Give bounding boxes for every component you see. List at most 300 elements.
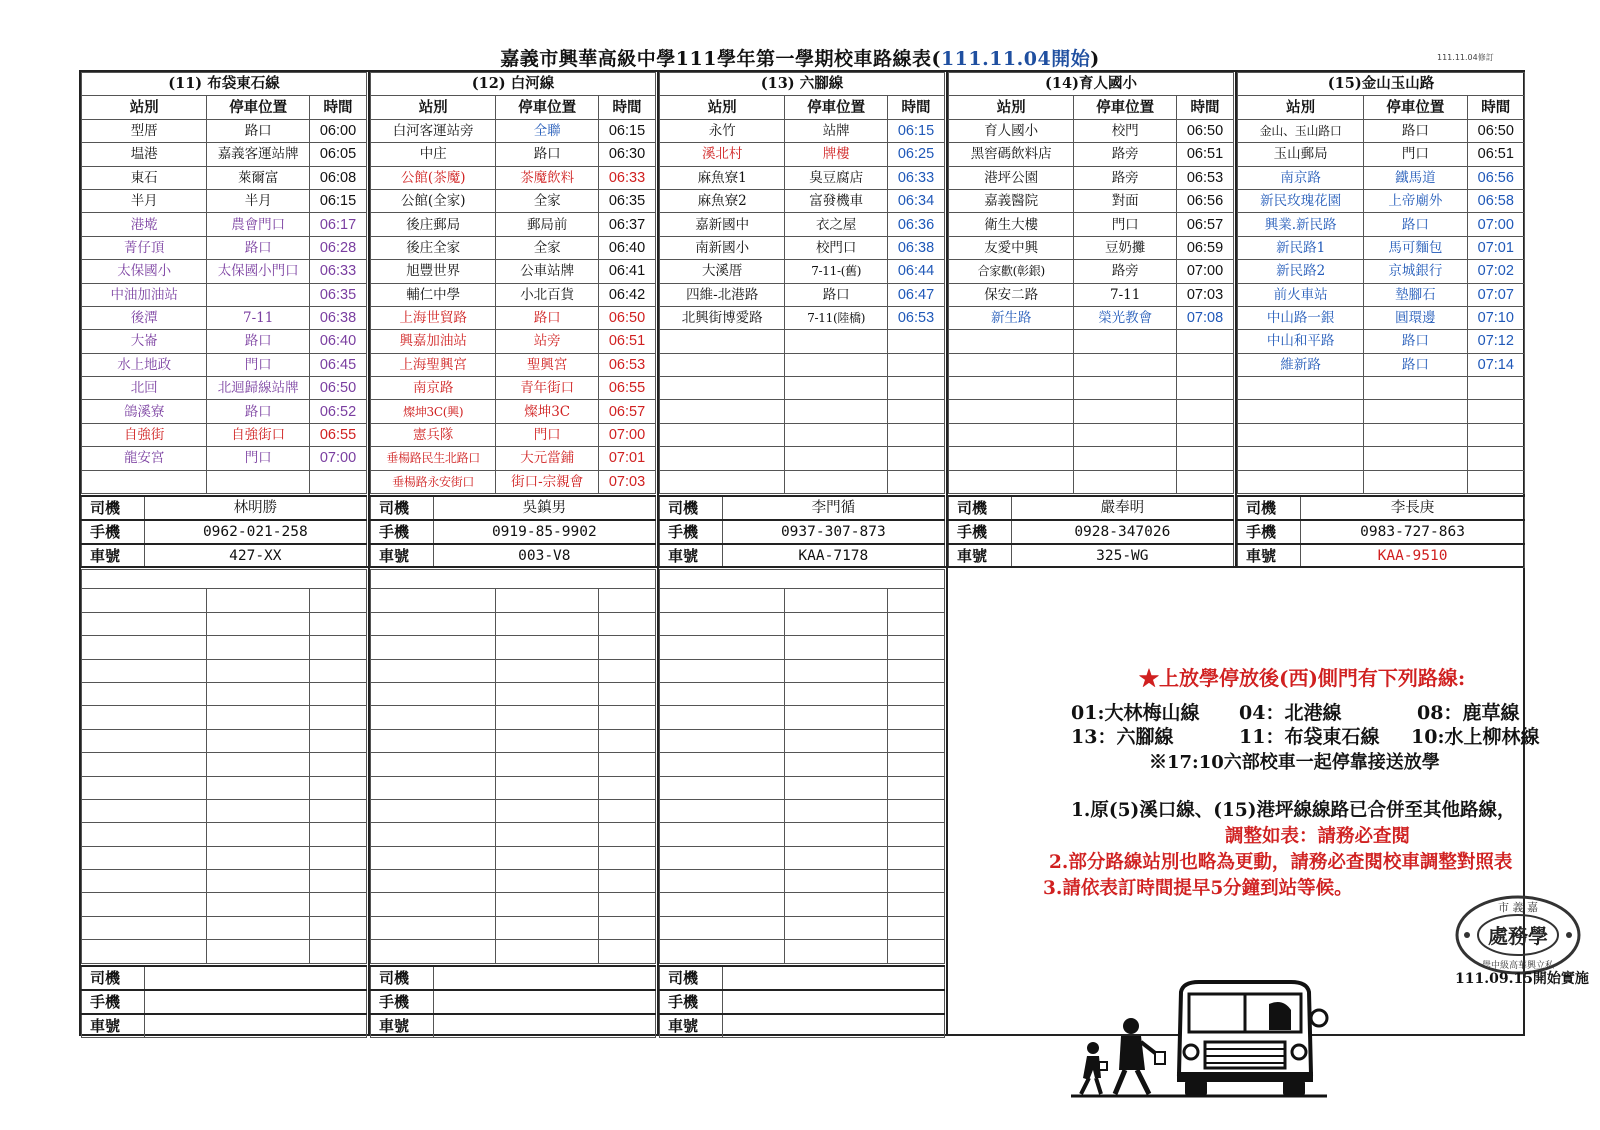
- station-header: 站別: [371, 96, 496, 119]
- stop-station: 金山、玉山路口: [1238, 119, 1364, 142]
- blank-cell: [207, 940, 310, 963]
- blank-row: [371, 636, 656, 659]
- blank-cell: [309, 916, 366, 939]
- driver-name: 李長庚: [1301, 496, 1525, 520]
- blank-cell: [207, 776, 310, 799]
- stop-row: [82, 377, 367, 400]
- stop-row: [82, 423, 367, 446]
- stop-location: [1074, 470, 1177, 493]
- stop-row: [949, 189, 1234, 212]
- stop-station: 興業.新民路: [1238, 213, 1364, 236]
- stop-station: 港墘: [82, 213, 207, 236]
- route-table-11: [81, 72, 367, 494]
- stop-row: [949, 423, 1234, 446]
- blank-cell: [496, 729, 599, 752]
- blank-row: [82, 659, 367, 682]
- stop-station: 興嘉加油站: [371, 330, 496, 353]
- phone-label: 手機: [949, 520, 1012, 544]
- blank-cell: [598, 799, 655, 822]
- stop-station: 水上地政: [82, 353, 207, 376]
- phone-label: 手機: [371, 520, 434, 544]
- blank-cell: [660, 636, 785, 659]
- blank-cell: [785, 776, 888, 799]
- blank-cell: [309, 846, 366, 869]
- stop-station: 新生路: [949, 306, 1074, 329]
- stop-time: 07:01: [598, 447, 655, 470]
- notice-item-1b: 調整如表：請務必查閱: [1225, 826, 1411, 847]
- blank-cell: [207, 682, 310, 705]
- stop-location: [1364, 377, 1467, 400]
- stop-station: [660, 377, 785, 400]
- stop-row: [371, 213, 656, 236]
- stop-row: [1238, 330, 1525, 353]
- blank-cell: [309, 776, 366, 799]
- stop-time: 06:15: [887, 119, 944, 142]
- stop-time: 06:35: [309, 283, 366, 306]
- column-divider: [1235, 72, 1237, 567]
- stop-location: 鐵馬道: [1364, 166, 1467, 189]
- stop-station: 塭港: [82, 143, 207, 166]
- blank-cell: [660, 823, 785, 846]
- stop-row: [371, 119, 656, 142]
- stop-row: [660, 236, 945, 259]
- blank-cell: [598, 706, 655, 729]
- stop-time: 06:15: [598, 119, 655, 142]
- stop-time: 06:42: [598, 283, 655, 306]
- stop-location: 校門: [1074, 119, 1177, 142]
- stop-time: 07:01: [1467, 236, 1524, 259]
- stop-location: 路口: [1364, 213, 1467, 236]
- stop-row: [371, 143, 656, 166]
- blank-cell: [785, 729, 888, 752]
- blank-cell: [82, 916, 207, 939]
- blank-cell: [309, 729, 366, 752]
- stop-time: 07:03: [598, 470, 655, 493]
- stop-station: 東石: [82, 166, 207, 189]
- stop-time: 06:56: [1467, 166, 1524, 189]
- blank-cell: [598, 870, 655, 893]
- blank-row: [660, 799, 945, 822]
- blank-route-table: [81, 569, 367, 963]
- stop-location: [1074, 353, 1177, 376]
- stop-location: [1074, 447, 1177, 470]
- driver-label: 司機: [1238, 496, 1301, 520]
- blank-cell: [207, 589, 310, 612]
- notice-note: ※17:10六部校車一起停靠接送放學: [1149, 752, 1440, 773]
- stop-row: [1238, 119, 1525, 142]
- blank-row: [371, 659, 656, 682]
- seal-ring-top: 市 義 嘉: [1498, 901, 1538, 914]
- stop-time: 06:17: [309, 213, 366, 236]
- phone-label: 手機: [82, 990, 145, 1014]
- blank-row: [82, 729, 367, 752]
- driver-info-12: [370, 495, 656, 568]
- blank-cell: [207, 893, 310, 916]
- blank-cell: [660, 589, 785, 612]
- location-header: 停車位置: [1364, 96, 1467, 119]
- stop-time: [1467, 447, 1524, 470]
- blank-cell: [785, 753, 888, 776]
- stop-station: 南京路: [371, 377, 496, 400]
- time-header: 時間: [598, 96, 655, 119]
- blank-value: [433, 1014, 655, 1038]
- stop-station: [82, 470, 207, 493]
- stop-time: [1176, 423, 1233, 446]
- location-header: 停車位置: [496, 96, 599, 119]
- stop-station: 龍安宮: [82, 447, 207, 470]
- blank-row: [371, 916, 656, 939]
- stop-station: 菁仔頂: [82, 236, 207, 259]
- blank-cell: [207, 636, 310, 659]
- blank-row: [371, 776, 656, 799]
- driver-label: 司機: [371, 496, 434, 520]
- blank-row: [371, 612, 656, 635]
- blank-row: [82, 753, 367, 776]
- stop-location: 富發機車: [785, 189, 888, 212]
- blank-row: [660, 870, 945, 893]
- blank-row: [82, 589, 367, 612]
- stop-time: 06:33: [309, 260, 366, 283]
- blank-row: [371, 823, 656, 846]
- blank-cell: [660, 870, 785, 893]
- time-header: 時間: [1176, 96, 1233, 119]
- revised-note: 111.11.04修訂: [1437, 53, 1494, 62]
- stop-time: 06:05: [309, 143, 366, 166]
- notice-route-08: 08：鹿草線: [1417, 702, 1520, 724]
- blank-cell: [887, 682, 944, 705]
- stop-location: [207, 470, 310, 493]
- station-header: 站別: [660, 96, 785, 119]
- notice-route-11: 11：布袋東石線: [1239, 726, 1380, 748]
- blank-cell: [598, 753, 655, 776]
- stop-time: 06:38: [887, 236, 944, 259]
- driver-name: 林明勝: [144, 496, 366, 520]
- blank-cell: [785, 940, 888, 963]
- blank-value: [433, 990, 655, 1014]
- stop-station: 麻魚寮2: [660, 189, 785, 212]
- stop-station: [1238, 470, 1364, 493]
- blank-row: [660, 823, 945, 846]
- stop-time: 06:33: [598, 166, 655, 189]
- blank-cell: [660, 753, 785, 776]
- stop-row: [82, 189, 367, 212]
- stop-station: 型厝: [82, 119, 207, 142]
- stop-location: 嘉義客運站牌: [207, 143, 310, 166]
- stop-row: [82, 143, 367, 166]
- stop-row: [371, 166, 656, 189]
- stop-location: 街口-宗親會: [496, 470, 599, 493]
- plate-label: 車號: [371, 1014, 434, 1038]
- driver-info-15: [1237, 495, 1525, 568]
- stop-station: [949, 330, 1074, 353]
- stop-row: [949, 166, 1234, 189]
- stop-location: 京城銀行: [1364, 260, 1467, 283]
- stop-row: [371, 470, 656, 493]
- stop-station: 大溪厝: [660, 260, 785, 283]
- route-table-12: [370, 72, 656, 494]
- plate-label: 車號: [82, 544, 145, 568]
- stop-station: 後潭: [82, 306, 207, 329]
- stop-location: 馬可麵包: [1364, 236, 1467, 259]
- blank-cell: [82, 753, 207, 776]
- stop-time: [1176, 470, 1233, 493]
- blank-cell: [785, 682, 888, 705]
- stop-row: [660, 400, 945, 423]
- stop-row: [660, 470, 945, 493]
- blank-row: [82, 799, 367, 822]
- stop-location: [1364, 400, 1467, 423]
- blank-cell: [660, 612, 785, 635]
- blank-cell: [785, 799, 888, 822]
- blank-row: [371, 753, 656, 776]
- stop-station: 新民路2: [1238, 260, 1364, 283]
- blank-cell: [660, 682, 785, 705]
- plate-number: KAA-7178: [722, 544, 944, 568]
- stop-station: 中山路一銀: [1238, 306, 1364, 329]
- stop-station: 玉山郵局: [1238, 143, 1364, 166]
- location-header: 停車位置: [207, 96, 310, 119]
- stop-location: [1074, 400, 1177, 423]
- blank-cell: [496, 776, 599, 799]
- effective-date: 111.09.15開始實施: [1455, 971, 1589, 987]
- seal-text: 處務學: [1488, 924, 1548, 948]
- blank-cell: [785, 846, 888, 869]
- stop-location: 7-11: [1074, 283, 1177, 306]
- stop-location: [1074, 423, 1177, 446]
- blank-cell: [887, 706, 944, 729]
- blank-cell: [371, 589, 496, 612]
- blank-cell: [598, 682, 655, 705]
- school-bus-illustration: [1069, 978, 1329, 1100]
- stop-location: 門口: [207, 447, 310, 470]
- office-seal-stamp: [1453, 894, 1583, 976]
- stop-location: 燦坤3C: [496, 400, 599, 423]
- blank-cell: [887, 659, 944, 682]
- blank-cell: [598, 729, 655, 752]
- stop-time: 06:50: [598, 306, 655, 329]
- blank-row: [371, 706, 656, 729]
- stop-location: [785, 377, 888, 400]
- stop-time: 06:00: [309, 119, 366, 142]
- stop-location: 路口: [207, 330, 310, 353]
- blank-row: [371, 893, 656, 916]
- stop-row: [371, 353, 656, 376]
- phone-label: 手機: [1238, 520, 1301, 544]
- stop-time: 06:50: [309, 377, 366, 400]
- blank-cell: [82, 612, 207, 635]
- blank-cell: [82, 682, 207, 705]
- route-name: (12) 白河線: [371, 73, 656, 96]
- stop-location: [1074, 377, 1177, 400]
- blank-cell: [309, 636, 366, 659]
- stop-row: [82, 213, 367, 236]
- stop-station: 公館(茶魔): [371, 166, 496, 189]
- blank-cell: [207, 659, 310, 682]
- stop-time: 07:14: [1467, 353, 1524, 376]
- notice-route-13: 13：六腳線: [1071, 726, 1174, 748]
- blank-cell: [371, 706, 496, 729]
- phone-label: 手機: [660, 990, 723, 1014]
- stop-row: [371, 260, 656, 283]
- blank-cell: [660, 893, 785, 916]
- stop-row: [82, 353, 367, 376]
- blank-cell: [371, 799, 496, 822]
- blank-cell: [598, 940, 655, 963]
- stop-time: 06:36: [887, 213, 944, 236]
- stop-time: 06:59: [1176, 236, 1233, 259]
- stop-row: [371, 400, 656, 423]
- stop-row: [949, 330, 1234, 353]
- stop-location: 農會門口: [207, 213, 310, 236]
- blank-cell: [82, 940, 207, 963]
- stop-location: 路口: [496, 143, 599, 166]
- blank-row: [660, 940, 945, 963]
- blank-cell: [371, 846, 496, 869]
- stop-station: 溪北村: [660, 143, 785, 166]
- stop-location: 門口: [496, 423, 599, 446]
- stop-location: 路口: [1364, 119, 1467, 142]
- blank-cell: [496, 893, 599, 916]
- stop-time: 07:00: [1467, 213, 1524, 236]
- stop-location: 路口: [785, 283, 888, 306]
- blank-cell: [496, 870, 599, 893]
- blank-cell: [496, 753, 599, 776]
- blank-cell: [371, 682, 496, 705]
- notice-route-10: 10:水上柳林線: [1411, 726, 1540, 748]
- stop-row: [371, 236, 656, 259]
- blank-cell: [785, 823, 888, 846]
- blank-row: [660, 706, 945, 729]
- blank-row: [660, 753, 945, 776]
- blank-cell: [309, 706, 366, 729]
- blank-cell: [82, 823, 207, 846]
- stop-station: 半月: [82, 189, 207, 212]
- blank-cell: [496, 823, 599, 846]
- location-header: 停車位置: [1074, 96, 1177, 119]
- blank-route-name: [82, 570, 367, 589]
- time-header: 時間: [309, 96, 366, 119]
- route-table-15: [1237, 72, 1525, 494]
- column-divider: [657, 72, 659, 1034]
- stop-station: [949, 377, 1074, 400]
- stop-row: [82, 306, 367, 329]
- stop-row: [660, 447, 945, 470]
- stop-time: 07:07: [1467, 283, 1524, 306]
- stop-station: 南新國小: [660, 236, 785, 259]
- stop-row: [82, 236, 367, 259]
- bus-icon: [1177, 982, 1327, 1096]
- stop-row: [82, 166, 367, 189]
- stop-time: 06:57: [1176, 213, 1233, 236]
- blank-cell: [371, 659, 496, 682]
- stop-time: [1467, 470, 1524, 493]
- blank-cell: [660, 729, 785, 752]
- stop-station: [660, 400, 785, 423]
- stop-row: [82, 260, 367, 283]
- blank-cell: [785, 589, 888, 612]
- stop-row: [82, 119, 367, 142]
- stop-time: 06:45: [309, 353, 366, 376]
- stop-row: [660, 283, 945, 306]
- stop-station: 四維-北港路: [660, 283, 785, 306]
- stop-row: [660, 330, 945, 353]
- stop-row: [371, 283, 656, 306]
- stop-location: 站旁: [496, 330, 599, 353]
- phone-number: 0928-347026: [1011, 520, 1233, 544]
- route-name: (14)育人國小: [949, 73, 1234, 96]
- stop-station: [949, 447, 1074, 470]
- station-header: 站別: [82, 96, 207, 119]
- blank-cell: [660, 659, 785, 682]
- phone-number: 0962-021-258: [144, 520, 366, 544]
- stop-time: 06:50: [1467, 119, 1524, 142]
- blank-row: [82, 823, 367, 846]
- stop-location: 榮光教會: [1074, 306, 1177, 329]
- phone-label: 手機: [371, 990, 434, 1014]
- stop-time: [1176, 377, 1233, 400]
- blank-cell: [887, 916, 944, 939]
- blank-row: [82, 776, 367, 799]
- stop-location: [785, 353, 888, 376]
- stop-time: 07:03: [1176, 283, 1233, 306]
- title-text: 嘉義市興華高級中學111學年第一學期校車路線表(: [500, 48, 941, 70]
- stop-station: [660, 330, 785, 353]
- stop-location: 墊腳石: [1364, 283, 1467, 306]
- stop-station: 南京路: [1238, 166, 1364, 189]
- blank-row: [660, 916, 945, 939]
- notice-route-01: 01:大林梅山線: [1071, 702, 1200, 724]
- stop-time: 06:28: [309, 236, 366, 259]
- title-close: ): [1090, 48, 1100, 70]
- plate-label: 車號: [949, 544, 1012, 568]
- blank-cell: [785, 916, 888, 939]
- blank-row: [82, 706, 367, 729]
- blank-value: [144, 966, 366, 990]
- driver-name: 吳鎮男: [433, 496, 655, 520]
- location-header: 停車位置: [785, 96, 888, 119]
- stop-row: [949, 119, 1234, 142]
- stop-time: 06:35: [598, 189, 655, 212]
- blank-cell: [598, 893, 655, 916]
- blank-cell: [371, 636, 496, 659]
- stop-station: 前火車站: [1238, 283, 1364, 306]
- stop-location: 校門口: [785, 236, 888, 259]
- blank-row: [660, 636, 945, 659]
- stop-station: 旭豐世界: [371, 260, 496, 283]
- stop-time: [309, 470, 366, 493]
- blank-route-table: [659, 569, 945, 963]
- blank-cell: [371, 776, 496, 799]
- blank-row: [371, 799, 656, 822]
- notice-item-1: 1.原(5)溪口線、(15)港坪線線路已合併至其他路線，: [1071, 800, 1516, 821]
- plate-label: 車號: [660, 1014, 723, 1038]
- stop-location: 路口: [207, 119, 310, 142]
- blank-cell: [82, 776, 207, 799]
- time-header: 時間: [887, 96, 944, 119]
- notice-panel: [1031, 642, 1600, 1092]
- stop-time: 07:00: [598, 423, 655, 446]
- stop-time: 06:15: [309, 189, 366, 212]
- blank-cell: [371, 612, 496, 635]
- blank-row: [660, 893, 945, 916]
- stop-row: [949, 260, 1234, 283]
- stop-location: 公車站牌: [496, 260, 599, 283]
- stop-row: [949, 213, 1234, 236]
- notice-divider: [946, 72, 948, 1034]
- blank-cell: [309, 682, 366, 705]
- stop-row: [660, 306, 945, 329]
- notice-item-3: 3.請依表訂時間提早5分鐘到站等候。: [1043, 878, 1353, 899]
